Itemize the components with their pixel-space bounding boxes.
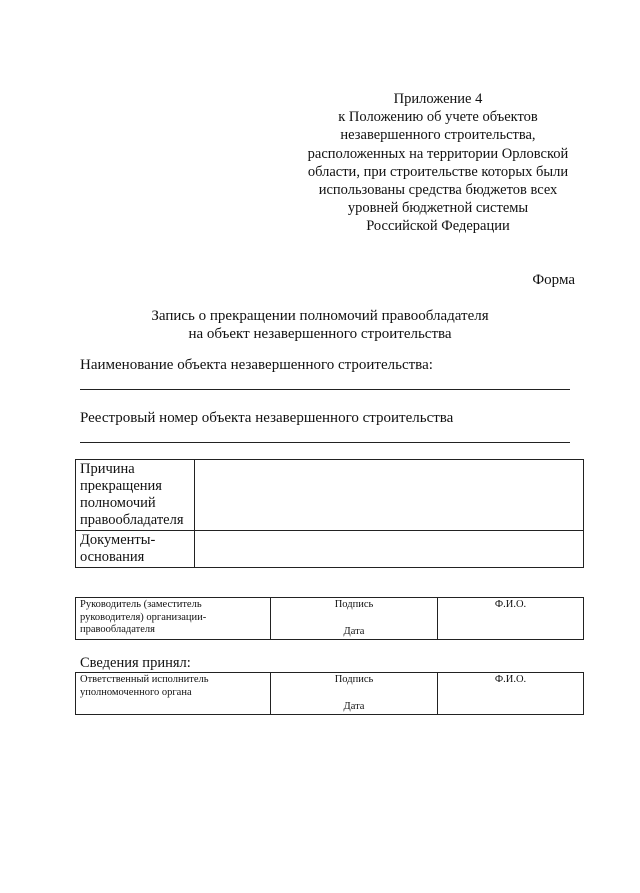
reason-value-cell[interactable] (195, 460, 584, 531)
owner-role-line: правообладателя (80, 624, 155, 635)
document-title-line: Запись о прекращении полномочий правообладателя (151, 308, 489, 324)
annex-line: области, при строительстве которых были (307, 163, 569, 180)
annex-line: использованы средства бюджетов всех (318, 182, 558, 199)
reason-label-line: полномочий (80, 495, 156, 511)
form-label: Форма (532, 272, 575, 288)
documents-label-line: Документы- (80, 532, 156, 548)
owner-date-label: Дата (343, 625, 365, 637)
official-date-label: Дата (343, 700, 365, 712)
annex-header (268, 90, 608, 236)
annex-line: Российской Федерации (366, 218, 510, 235)
owner-role-line: Руководитель (заместитель (80, 599, 202, 610)
official-signature-table (75, 672, 584, 715)
owner-signature-cell[interactable] (271, 598, 438, 640)
official-role-cell (76, 673, 271, 715)
accepted-label: Сведения принял: (80, 655, 191, 671)
reason-label-line: Причина (80, 461, 135, 477)
document-title-line: на объект незавершенного строительства (188, 326, 452, 342)
document-title (140, 307, 500, 343)
owner-role-line: руководителя) организации- (80, 611, 207, 623)
annex-line: незавершенного строительства, (340, 127, 536, 144)
registry-number-line[interactable] (80, 442, 570, 443)
annex-title: Приложение 4 (393, 91, 483, 107)
official-name-cell[interactable] (438, 673, 584, 715)
registry-number-label: Реестровый номер объекта незавершенного строительства (80, 410, 454, 426)
owner-signature-label: Подпись (334, 599, 374, 610)
object-name-line[interactable] (80, 389, 570, 390)
reason-label-cell (76, 460, 195, 531)
object-name-label: Наименование объекта незавершенного строительства: (80, 357, 433, 373)
annex-line: уровней бюджетной системы (347, 200, 529, 217)
official-role-line: уполномоченного органа (80, 686, 192, 698)
documents-label-line: основания (80, 549, 145, 565)
annex-line: расположенных на территории Орловской (307, 145, 569, 162)
documents-value-cell[interactable] (195, 531, 584, 568)
official-name-label: Ф.И.О. (494, 674, 527, 685)
official-role-line: Ответственный исполнитель (80, 674, 209, 685)
owner-role-cell (76, 598, 271, 640)
official-signature-label: Подпись (334, 674, 374, 685)
annex-line: к Положению об учете объектов (338, 109, 538, 126)
owner-name-cell[interactable] (438, 598, 584, 640)
reason-label-line: правообладателя (80, 512, 184, 528)
documents-label-cell (76, 531, 195, 568)
owner-name-label: Ф.И.О. (494, 599, 527, 610)
reason-label-line: прекращения (80, 478, 162, 494)
official-signature-cell[interactable] (271, 673, 438, 715)
reason-table (75, 459, 584, 568)
owner-signature-table (75, 597, 584, 640)
